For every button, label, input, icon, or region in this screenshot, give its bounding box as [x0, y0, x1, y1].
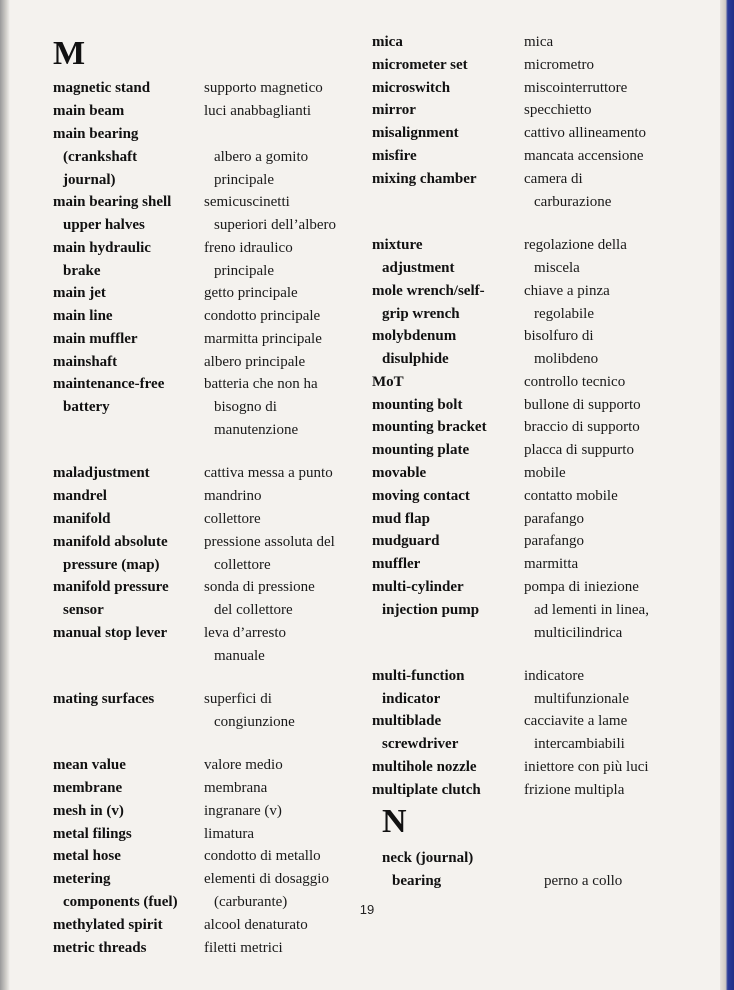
entry-translation — [204, 373, 318, 442]
translation-line: ad lementi in linea, — [534, 601, 649, 618]
term-line: mean value — [53, 757, 126, 774]
entry-translation — [524, 371, 625, 394]
term-line: maladjustment — [53, 465, 150, 482]
entry-term — [53, 800, 203, 823]
entry-translation — [204, 622, 286, 668]
translation-line: specchietto — [524, 102, 592, 119]
entry-translation — [524, 99, 591, 122]
term-line: main bearing — [53, 125, 139, 142]
translation-line: miscela — [534, 259, 580, 276]
translation-line: mobile — [524, 464, 566, 481]
entry-term — [53, 485, 203, 508]
entry-term — [372, 485, 522, 508]
term-line: indicator — [382, 690, 441, 707]
entry-term — [372, 371, 522, 394]
translation-line: pressione assoluta del — [204, 533, 335, 550]
entry-term — [53, 914, 203, 937]
translation-line: semicuscinetti — [204, 194, 290, 210]
entry-translation — [204, 485, 262, 508]
entry-term — [53, 237, 203, 283]
entry-term — [372, 168, 522, 191]
term-line: sensor — [63, 602, 104, 619]
translation-line: luci anabbaglianti — [204, 102, 312, 119]
entry-translation — [204, 914, 308, 937]
translation-line: iniettore con più luci — [524, 759, 649, 776]
term-line: adjustment — [382, 259, 455, 276]
translation-line: miscointerruttore — [524, 79, 628, 96]
term-line: manifold absolute — [53, 533, 168, 550]
entry-term — [53, 823, 203, 846]
entry-term — [53, 305, 203, 328]
entry-translation — [524, 325, 598, 371]
translation-line: frizione multipla — [524, 781, 625, 798]
term-line: mica — [372, 34, 403, 50]
term-line: manifold — [53, 510, 111, 527]
entry-translation — [204, 282, 298, 305]
translation-line: collettore — [204, 510, 261, 527]
translation-line: getto principale — [204, 285, 298, 302]
term-line: brake — [63, 262, 101, 279]
term-line: components (fuel) — [63, 894, 178, 911]
term-line: misalignment — [372, 125, 459, 142]
entry-term — [372, 439, 522, 462]
entry-translation — [524, 439, 634, 462]
entry-term — [53, 622, 203, 645]
entry-term — [372, 394, 522, 417]
term-line: mudguard — [372, 533, 440, 550]
term-line: metal hose — [53, 848, 121, 865]
translation-line: micrometro — [524, 56, 594, 73]
entry-term — [382, 847, 532, 893]
entry-term — [372, 576, 522, 622]
entry-term — [372, 462, 522, 485]
entry-translation — [204, 237, 293, 283]
entry-translation — [524, 280, 610, 326]
translation-line: condotto di metallo — [204, 848, 321, 865]
entry-translation — [534, 847, 622, 893]
term-line: disulphide — [382, 351, 449, 368]
translation-line: sonda di pressione — [204, 579, 315, 596]
entry-translation — [204, 576, 315, 622]
translation-line: albero principale — [204, 353, 306, 370]
entry-term — [372, 145, 522, 168]
term-line: movable — [372, 464, 427, 481]
term-line: mixture — [372, 236, 423, 253]
term-line: mounting plate — [372, 442, 470, 459]
entry-term — [372, 756, 522, 779]
translation-line: regolabile — [534, 305, 594, 322]
entry-translation — [204, 328, 322, 351]
entry-translation — [204, 777, 267, 800]
term-line: mainshaft — [53, 353, 118, 370]
translation-line: mancata accensione — [524, 148, 644, 164]
entry-translation — [524, 394, 641, 417]
entry-term — [53, 351, 203, 374]
entry-term — [372, 779, 522, 802]
translation-line: bullone di supporto — [524, 396, 641, 413]
entry-translation — [524, 779, 624, 802]
translation-line: chiave a pinza — [524, 282, 610, 299]
translation-line: perno a collo — [544, 873, 623, 889]
entry-translation — [524, 234, 627, 280]
translation-line: albero a gomito — [214, 148, 309, 165]
translation-line: intercambiabili — [534, 736, 625, 753]
term-line: multi-cylinder — [372, 578, 464, 595]
term-line: multi-function — [372, 667, 465, 684]
entry-term — [372, 508, 522, 531]
translation-line: limatura — [204, 825, 254, 842]
term-line: microswitch — [372, 79, 451, 96]
term-line: metering — [53, 871, 111, 888]
entry-translation — [524, 665, 629, 711]
entry-term — [53, 100, 203, 123]
translation-line: ingranare (v) — [204, 802, 282, 819]
term-line: molybdenum — [372, 328, 457, 345]
translation-line: bisolfuro di — [524, 328, 594, 345]
section-letter-n: N — [382, 803, 407, 840]
section-letter-m: M — [53, 35, 86, 72]
entry-term — [53, 77, 203, 100]
translation-line: leva d’arresto — [204, 624, 287, 641]
term-line: micrometer set — [372, 56, 468, 73]
translation-line: del collettore — [214, 602, 293, 619]
translation-line: parafango — [524, 533, 584, 550]
term-line: MoT — [372, 373, 404, 390]
term-line: membrane — [53, 779, 123, 796]
translation-line: mica — [524, 34, 554, 50]
term-line: magnetic stand — [53, 80, 151, 96]
translation-line: manuale — [214, 647, 265, 664]
translation-line: multicilindrica — [534, 624, 623, 641]
term-line: manual stop lever — [53, 624, 168, 641]
entry-translation — [204, 823, 254, 846]
entry-term — [53, 462, 203, 485]
translation-line: marmitta principale — [204, 330, 322, 347]
translation-line: cattiva messa a punto — [204, 465, 333, 482]
entry-term — [372, 99, 522, 122]
entry-translation — [524, 54, 594, 77]
entry-translation — [524, 462, 566, 485]
entry-term — [53, 845, 203, 868]
entry-term — [53, 688, 203, 711]
entry-term — [372, 530, 522, 553]
entry-translation — [524, 553, 578, 576]
term-line: metal filings — [53, 825, 132, 842]
term-line: moving contact — [372, 487, 470, 504]
entry-term — [372, 122, 522, 145]
term-line: grip wrench — [382, 305, 460, 322]
translation-line: multifunzionale — [534, 690, 629, 707]
translation-line: controllo tecnico — [524, 373, 626, 390]
term-line: bearing — [392, 873, 442, 889]
term-line: mesh in (v) — [53, 802, 124, 819]
translation-line: congiunzione — [214, 714, 295, 731]
entry-translation — [204, 123, 308, 192]
term-line: battery — [63, 399, 110, 416]
translation-line: superiori dell’albero — [214, 217, 337, 233]
entry-translation — [524, 756, 649, 779]
entry-term — [372, 31, 522, 54]
entry-translation — [524, 710, 627, 756]
translation-line: bisogno di — [214, 399, 277, 416]
term-line: main muffler — [53, 330, 138, 347]
translation-line: alcool denaturato — [204, 916, 308, 933]
term-line: (crankshaft — [63, 148, 138, 165]
entry-translation — [524, 530, 584, 553]
translation-line: batteria che non ha — [204, 376, 318, 393]
entry-term — [372, 665, 522, 711]
entry-translation — [204, 508, 261, 531]
term-line: methylated spirit — [53, 916, 163, 933]
entry-term — [53, 777, 203, 800]
term-line: muffler — [372, 556, 421, 573]
term-line: mounting bracket — [372, 419, 487, 436]
translation-line: valore medio — [204, 757, 283, 774]
entry-term — [53, 508, 203, 531]
term-line: multiplate clutch — [372, 781, 481, 798]
term-line: multiblade — [372, 713, 442, 730]
entry-translation — [204, 100, 311, 123]
entry-term — [372, 553, 522, 576]
entry-translation — [524, 168, 611, 214]
translation-line: regolazione della — [524, 236, 627, 253]
translation-line: superfici di — [204, 691, 272, 708]
entry-translation — [524, 31, 553, 54]
term-line: mole wrench/self- — [372, 282, 485, 299]
translation-line: parafango — [524, 510, 584, 527]
translation-line: condotto principale — [204, 308, 321, 324]
entry-translation — [204, 191, 336, 237]
page-number: 19 — [359, 902, 375, 917]
entry-term — [53, 191, 203, 237]
entry-term — [372, 710, 522, 756]
entry-translation — [524, 576, 649, 645]
entry-term — [53, 531, 203, 577]
entry-term — [372, 280, 522, 326]
translation-line: placca di suppurto — [524, 442, 634, 459]
translation-line: collettore — [214, 556, 271, 573]
entry-term — [372, 54, 522, 77]
entry-translation — [204, 77, 323, 100]
entry-term — [53, 937, 203, 960]
entry-translation — [524, 416, 640, 439]
entry-translation — [524, 77, 627, 100]
term-line: journal) — [63, 171, 116, 188]
term-line: mirror — [372, 102, 416, 119]
translation-line: (carburante) — [214, 894, 288, 911]
translation-line: camera di — [524, 170, 583, 187]
term-line: main jet — [53, 285, 106, 302]
translation-line: braccio di supporto — [524, 419, 640, 436]
entry-term — [372, 325, 522, 371]
term-line: metric threads — [53, 939, 147, 956]
term-line: mounting bolt — [372, 396, 463, 413]
term-line: maintenance-free — [53, 376, 165, 393]
term-line: injection pump — [382, 601, 480, 618]
entry-translation — [524, 508, 584, 531]
entry-translation — [204, 845, 321, 868]
translation-line: cacciavite a lame — [524, 713, 628, 730]
translation-line: supporto magnetico — [204, 80, 323, 96]
translation-line — [204, 123, 308, 146]
entry-translation — [524, 485, 618, 508]
term-line: mixing chamber — [372, 170, 477, 187]
entry-translation — [204, 531, 335, 577]
term-line: misfire — [372, 148, 417, 164]
term-line: main beam — [53, 102, 125, 119]
translation-line: marmitta — [524, 556, 579, 573]
translation-line: cattivo allineamento — [524, 125, 647, 142]
translation-line — [534, 847, 622, 870]
entry-term — [53, 754, 203, 777]
translation-line: manutenzione — [214, 422, 299, 439]
entry-term — [53, 282, 203, 305]
term-line: manifold pressure — [53, 579, 169, 596]
entry-translation — [204, 462, 333, 485]
entry-translation — [204, 305, 320, 328]
translation-line: contatto mobile — [524, 487, 618, 504]
entry-term — [372, 416, 522, 439]
translation-line: principale — [214, 262, 274, 279]
entry-term — [372, 234, 522, 280]
page-left-shadow — [0, 0, 10, 990]
term-line: neck (journal) — [382, 850, 474, 866]
entry-translation — [204, 688, 295, 734]
translation-line: membrana — [204, 779, 268, 796]
translation-line: freno idraulico — [204, 239, 293, 256]
entry-term — [53, 328, 203, 351]
translation-line: principale — [214, 171, 274, 188]
translation-line: pompa di iniezione — [524, 578, 639, 595]
term-line: main bearing shell — [53, 194, 172, 210]
term-line: multihole nozzle — [372, 759, 477, 776]
term-line: mating surfaces — [53, 691, 155, 708]
translation-line: elementi di dosaggio — [204, 871, 329, 888]
entry-translation — [524, 145, 644, 168]
entry-translation — [204, 937, 283, 960]
term-line: main hydraulic — [53, 239, 151, 256]
term-line: mandrel — [53, 488, 107, 505]
translation-line: molibdeno — [534, 351, 599, 368]
entry-term — [53, 576, 203, 622]
translation-line: mandrino — [204, 488, 262, 505]
term-line: mud flap — [372, 510, 430, 527]
translation-line: carburazione — [534, 193, 612, 210]
entry-translation — [204, 351, 305, 374]
entry-term — [53, 123, 203, 192]
term-line: pressure (map) — [63, 556, 160, 573]
entry-translation — [204, 800, 282, 823]
translation-line: filetti metrici — [204, 939, 283, 956]
entry-translation — [524, 122, 646, 145]
entry-term — [53, 373, 203, 419]
translation-line: indicatore — [524, 667, 584, 684]
term-line: main line — [53, 308, 113, 324]
term-line: upper halves — [63, 217, 145, 233]
term-line: screwdriver — [382, 736, 459, 753]
book-cover-edge — [720, 0, 734, 990]
entry-translation — [204, 754, 283, 777]
entry-term — [372, 77, 522, 100]
